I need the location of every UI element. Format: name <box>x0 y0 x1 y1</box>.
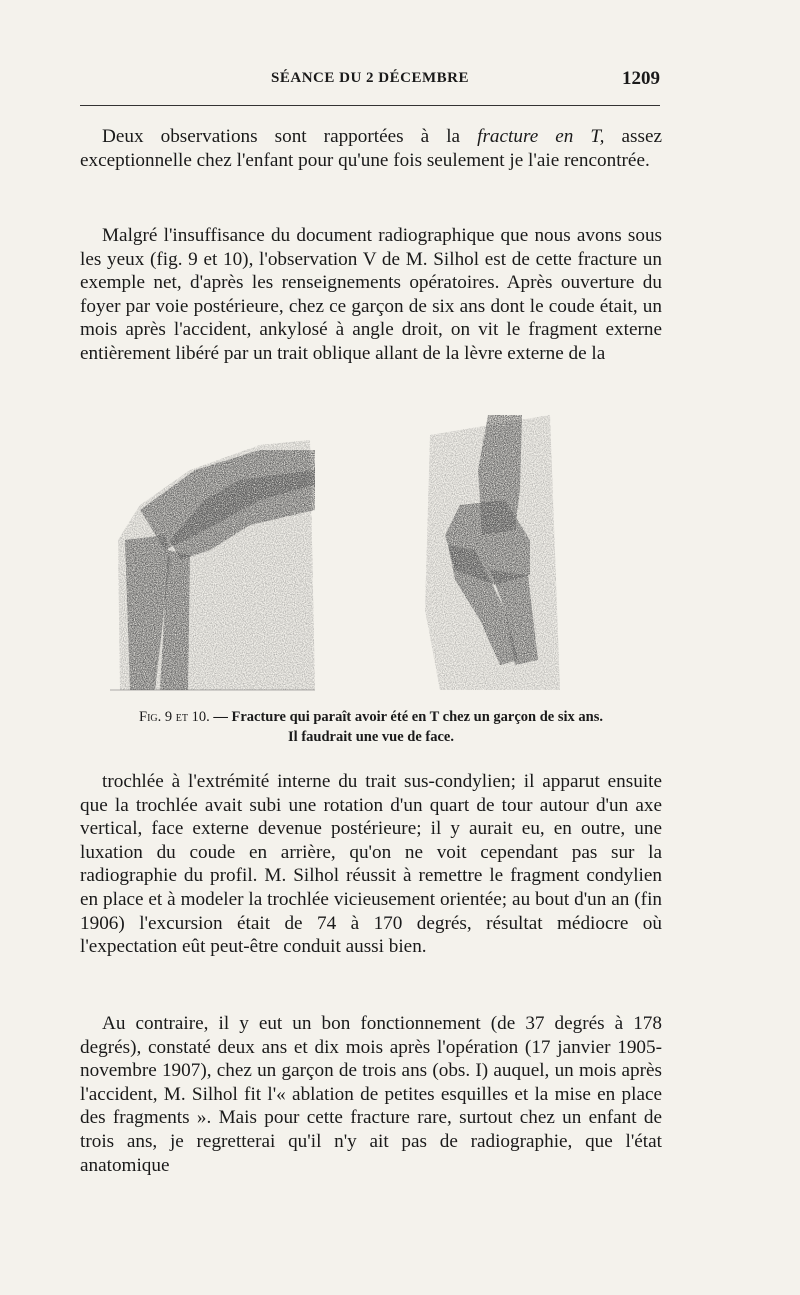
p1-text-before: Deux observations sont rapportées à la <box>102 126 478 147</box>
paragraph-4: Au contraire, il y eut un bon fonctionnement (de 37 degrés à 178 degrés), constaté deux ans et dix mois après l'opération (17 janvier 1905-novembre 1907), chez un garçon de trois ans (obs. I) auquel, un mois après l'accident, M. Silhol fit l'« ablation de petites esquilles et la mise en place des fragments ». Mais pour cette fracture rare, surtout chez un enfant de trois ans, je regretterai qu'il n'y ait pas de radiographie, que l'état anatomique <box>80 1013 662 1176</box>
header-rule <box>80 105 660 106</box>
page-number: 1209 <box>622 68 660 89</box>
paragraph-3: trochlée à l'extrémité interne du trait sus-condylien; il apparut ensuite que la trochlée avait subi une rotation d'un quart de tour autour d'un axe vertical, face externe devenue postérieure; il y aurait eu, en outre, une luxation du coude en arrière, qu'on ne voit cependant pas sur la radiographie du profil. M. Silhol réussit à remettre le fragment condylien en place et à modeler la trochlée vicieusement orientée; au bout d'un an (fin 1906) l'excursion était de 74 à 170 degrés, résultat médiocre où l'expectation eût peut-être conduit aussi bien. <box>80 771 662 958</box>
caption-line-1: — Fracture qui paraît avoir été en T chez un garçon de six ans. <box>209 709 603 725</box>
figure-label: Fig. 9 et 10. <box>139 709 210 725</box>
running-title: SÉANCE DU 2 DÉCEMBRE <box>271 70 469 86</box>
p1-italic: fracture en T, <box>477 126 605 147</box>
caption-line-2: Il faudrait une vue de face. <box>288 729 454 745</box>
figure-caption <box>80 707 662 747</box>
radiograph-fig-9 <box>110 440 315 690</box>
radiograph-fig-10 <box>425 415 560 690</box>
paragraph-1 <box>80 125 662 172</box>
p1-text-after: assez exceptionnelle chez l'enfant pour qu'une fois seulement je l'aie rencontrée. <box>80 126 663 171</box>
figure-radiographs <box>110 410 580 700</box>
running-header <box>80 70 660 98</box>
paragraph-2: Malgré l'insuffisance du document radiographique que nous avons sous les yeux (fig. 9 et 10), l'observation V de M. Silhol est de cette fracture un exemple net, d'après les renseignements opératoires. Après ouverture du foyer par voie postérieure, chez ce garçon de six ans dont le coude était, un mois après l'accident, ankylosé à angle droit, on vit le fragment externe entièrement libéré par un trait oblique allant de la lèvre externe de la <box>80 225 662 364</box>
